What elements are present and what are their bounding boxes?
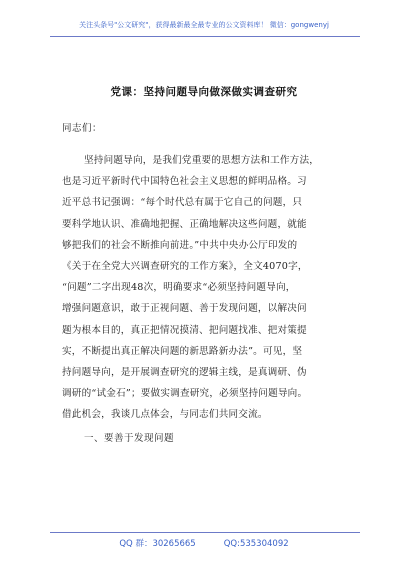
paragraph-line: 调研的“试金石”；要做实调查研究，必须坚持问题导向。	[62, 388, 308, 400]
salutation: 同志们：	[62, 123, 103, 134]
footer-contacts	[0, 537, 408, 549]
paragraph-line: 借此机会，我谈几点体会，与同志们共同交流。	[62, 409, 268, 421]
paragraph-line: 持问题导向，是开展调查研究的逻辑主线，是真调研、伪	[62, 366, 307, 378]
paragraph-line: 《关于在全党大兴调查研究的工作方案》，全文4070字，	[62, 260, 308, 272]
header-promo-note: 关注头条号"公文研究"，获得最新最全最专业的公文资料库！ 微信：gongwenyj	[79, 21, 329, 29]
paragraph-line: 实，不断提出真正解决问题的新思路新办法”。可见，坚	[62, 345, 303, 357]
paragraph-line: 坚持问题导向，是我们党重要的思想方法和工作方法，	[84, 155, 320, 166]
paragraph-line: 增强问题意识，敢于正视问题、善于发现问题，以解决问	[62, 303, 307, 315]
paragraph-line: 也是习近平新时代中国特色社会主义思想的鲜明品格。习	[62, 176, 307, 188]
paragraph-line: “问题”二字出现48次，明确要求“必须坚持问题导向，	[62, 282, 296, 294]
header-divider	[50, 36, 360, 37]
footer-qq: QQ:535304092	[223, 539, 289, 549]
section-heading: 一、要善于发现问题	[84, 433, 175, 444]
document-title: 党课：坚持问题导向做深做实调查研究	[110, 86, 298, 98]
footer-qq-group: QQ 群：30265665	[119, 539, 196, 549]
paragraph-line: 题为根本目的，真正把情况摸清、把问题找准、把对策提	[62, 324, 307, 336]
body-paragraph	[62, 150, 362, 425]
paragraph-line: 近平总书记强调：“每个时代总有属于它自己的问题，只	[62, 197, 303, 209]
footer-divider	[50, 532, 360, 533]
paragraph-line: 够把我们的社会不断推向前进。”中共中央办公厅印发的	[62, 239, 298, 251]
paragraph-line: 要科学地认识、准确地把握、正确地解决这些问题，就能	[62, 218, 307, 230]
